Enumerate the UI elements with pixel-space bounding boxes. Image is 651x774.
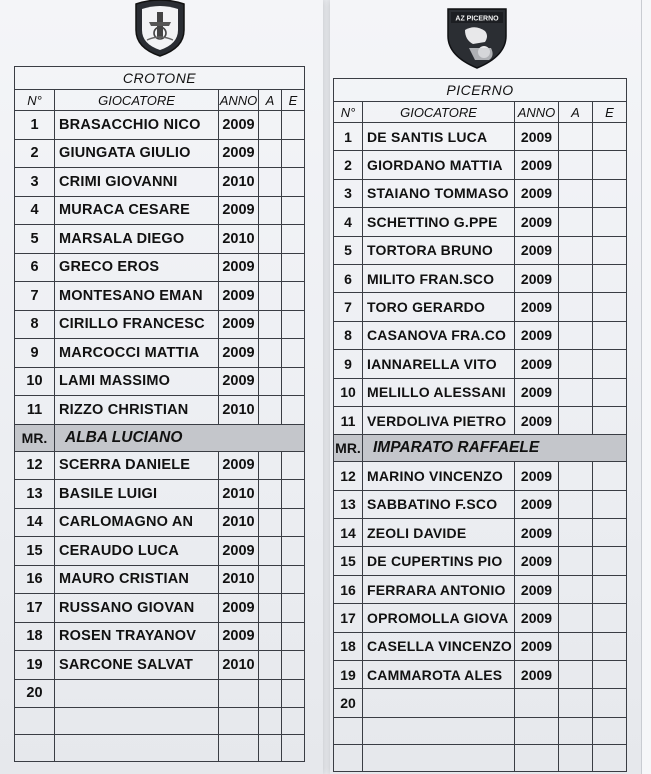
cell-a — [259, 594, 282, 623]
player-name: TORTORA BRUNO — [363, 236, 515, 264]
cell-e — [593, 462, 627, 490]
cell-e — [593, 575, 627, 603]
cell-e — [282, 168, 305, 197]
player-number: 14 — [15, 508, 55, 537]
player-row — [15, 594, 305, 623]
cell-a — [559, 236, 593, 264]
blank-row — [334, 717, 627, 744]
player-name: VERDOLIVA PIETRO — [363, 406, 515, 434]
column-header-row — [15, 90, 305, 111]
player-year: 2009 — [219, 339, 259, 368]
player-year: 2009 — [219, 310, 259, 339]
player-number: 11 — [15, 396, 55, 425]
player-year: 2009 — [515, 519, 559, 547]
player-row — [334, 236, 627, 264]
player-name: MELILLO ALESSANI — [363, 378, 515, 406]
header-year: ANNO — [515, 102, 559, 123]
cell-a — [259, 480, 282, 509]
player-year: 2009 — [515, 321, 559, 349]
player-year: 2009 — [219, 282, 259, 311]
player-year: 2009 — [219, 196, 259, 225]
blank-row — [15, 735, 305, 762]
cell-e — [593, 123, 627, 151]
player-year: 2009 — [515, 264, 559, 292]
player-row — [334, 661, 627, 689]
player-year: 2009 — [219, 537, 259, 566]
player-name: STAIANO TOMMASO — [363, 179, 515, 207]
crotone-crest-logo — [133, 0, 187, 58]
player-row — [15, 339, 305, 368]
player-year: 2009 — [515, 293, 559, 321]
player-name: MONTESANO EMAN — [55, 282, 219, 311]
player-name: SABBATINO F.SCO — [363, 490, 515, 518]
player-year: 2010 — [219, 480, 259, 509]
cell-e — [593, 208, 627, 236]
player-year: 2010 — [219, 225, 259, 254]
player-name: ZEOLI DAVIDE — [363, 519, 515, 547]
cell-e — [593, 321, 627, 349]
cell-e — [282, 225, 305, 254]
player-row — [15, 111, 305, 140]
player-name: CERAUDO LUCA — [55, 537, 219, 566]
cell-e — [282, 480, 305, 509]
cell-e — [593, 661, 627, 689]
player-row — [334, 378, 627, 406]
player-number: 7 — [15, 282, 55, 311]
player-row — [334, 406, 627, 434]
coach-prefix: MR. — [334, 435, 363, 462]
cell-a — [559, 321, 593, 349]
cell-a — [259, 537, 282, 566]
player-year: 2009 — [515, 350, 559, 378]
player-row — [15, 565, 305, 594]
player-name: GIORDANO MATTIA — [363, 151, 515, 179]
header-number: N° — [15, 90, 55, 111]
cell-e — [593, 293, 627, 321]
player-name: MAURO CRISTIAN — [55, 565, 219, 594]
player-name — [363, 689, 515, 717]
coach-prefix: MR. — [15, 424, 55, 451]
cell-a — [259, 196, 282, 225]
player-year: 2009 — [515, 547, 559, 575]
cell-a — [559, 547, 593, 575]
player-name: FERRARA ANTONIO — [363, 575, 515, 603]
player-year — [219, 679, 259, 708]
cell-a — [559, 689, 593, 717]
cell-a — [259, 451, 282, 480]
player-row — [334, 575, 627, 603]
player-name: LAMI MASSIMO — [55, 367, 219, 396]
player-row — [15, 282, 305, 311]
cell-e — [593, 547, 627, 575]
player-number: 20 — [15, 679, 55, 708]
cell-e — [282, 396, 305, 425]
cell-a — [259, 111, 282, 140]
cell-e — [593, 236, 627, 264]
player-row — [334, 490, 627, 518]
cell-a — [259, 282, 282, 311]
player-number: 12 — [15, 451, 55, 480]
player-name: MILITO FRAN.SCO — [363, 264, 515, 292]
player-name — [55, 679, 219, 708]
player-number: 13 — [15, 480, 55, 509]
player-number: 6 — [15, 253, 55, 282]
player-number: 9 — [334, 350, 363, 378]
player-year: 2010 — [219, 508, 259, 537]
player-row — [15, 508, 305, 537]
player-name: GIUNGATA GIULIO — [55, 139, 219, 168]
player-name: CRIMI GIOVANNI — [55, 168, 219, 197]
player-row — [334, 689, 627, 717]
cell-e — [282, 282, 305, 311]
cell-a — [259, 565, 282, 594]
adjacent-sheet-right — [641, 0, 651, 774]
player-year: 2009 — [515, 123, 559, 151]
player-number: 12 — [334, 462, 363, 490]
crotone-lineup-table — [14, 66, 305, 762]
player-number: 3 — [15, 168, 55, 197]
player-row — [334, 264, 627, 292]
picerno-logo-text: AZ PICERNO — [455, 15, 499, 23]
player-year: 2010 — [219, 651, 259, 680]
cell-a — [259, 508, 282, 537]
team-header-row — [334, 79, 627, 102]
header-e: E — [593, 102, 627, 123]
player-number: 11 — [334, 406, 363, 434]
cell-e — [282, 451, 305, 480]
player-name: SCHETTINO G.PPE — [363, 208, 515, 236]
coach-name: ALBA LUCIANO — [55, 424, 305, 451]
player-year: 2009 — [219, 622, 259, 651]
player-number: 3 — [334, 179, 363, 207]
player-number: 6 — [334, 264, 363, 292]
player-year: 2009 — [515, 661, 559, 689]
player-row — [15, 679, 305, 708]
player-row — [15, 480, 305, 509]
cell-e — [593, 519, 627, 547]
player-row — [334, 519, 627, 547]
cell-a — [559, 406, 593, 434]
cell-e — [282, 679, 305, 708]
player-year: 2009 — [515, 151, 559, 179]
player-year: 2009 — [515, 490, 559, 518]
cell-a — [559, 179, 593, 207]
player-number: 20 — [334, 689, 363, 717]
cell-a — [259, 396, 282, 425]
player-number: 15 — [334, 547, 363, 575]
team-name: CROTONE — [15, 67, 305, 90]
player-year: 2009 — [515, 378, 559, 406]
cell-a — [259, 367, 282, 396]
player-year: 2009 — [515, 462, 559, 490]
team-header-row — [15, 67, 305, 90]
player-number: 1 — [15, 111, 55, 140]
player-row — [334, 151, 627, 179]
cell-e — [593, 350, 627, 378]
player-number: 17 — [334, 604, 363, 632]
player-number: 8 — [15, 310, 55, 339]
cell-a — [559, 378, 593, 406]
player-row — [334, 179, 627, 207]
player-name: DE SANTIS LUCA — [363, 123, 515, 151]
header-year: ANNO — [219, 90, 259, 111]
team-name: PICERNO — [334, 79, 627, 102]
player-row — [334, 547, 627, 575]
player-name: CASANOVA FRA.CO — [363, 321, 515, 349]
player-row — [334, 208, 627, 236]
player-number: 7 — [334, 293, 363, 321]
player-year: 2009 — [219, 367, 259, 396]
player-row — [15, 139, 305, 168]
player-name: SCERRA DANIELE — [55, 451, 219, 480]
cell-e — [282, 565, 305, 594]
player-year: 2009 — [515, 406, 559, 434]
player-row — [334, 321, 627, 349]
cell-e — [593, 179, 627, 207]
cell-e — [593, 151, 627, 179]
player-number: 15 — [15, 537, 55, 566]
cell-a — [559, 575, 593, 603]
player-year: 2010 — [219, 168, 259, 197]
cell-a — [559, 264, 593, 292]
cell-a — [559, 519, 593, 547]
cell-e — [282, 310, 305, 339]
player-name: RUSSANO GIOVAN — [55, 594, 219, 623]
cell-a — [559, 462, 593, 490]
blank-row — [334, 744, 627, 771]
player-name: BASILE LUIGI — [55, 480, 219, 509]
player-number: 19 — [334, 661, 363, 689]
cell-e — [282, 196, 305, 225]
player-row — [15, 168, 305, 197]
header-player: GIOCATORE — [55, 90, 219, 111]
cell-e — [282, 367, 305, 396]
player-number: 10 — [15, 367, 55, 396]
player-row — [15, 196, 305, 225]
cell-e — [593, 378, 627, 406]
player-row — [15, 537, 305, 566]
player-year: 2009 — [219, 451, 259, 480]
player-row — [15, 367, 305, 396]
cell-a — [259, 339, 282, 368]
player-row — [334, 462, 627, 490]
player-year: 2009 — [515, 179, 559, 207]
player-number: 13 — [334, 490, 363, 518]
player-year: 2009 — [515, 575, 559, 603]
cell-e — [593, 406, 627, 434]
player-name: MURACA CESARE — [55, 196, 219, 225]
cell-a — [259, 139, 282, 168]
header-a: A — [559, 102, 593, 123]
player-number: 16 — [334, 575, 363, 603]
player-number: 2 — [15, 139, 55, 168]
player-name: CAMMAROTA ALES — [363, 661, 515, 689]
cell-e — [282, 253, 305, 282]
player-year: 2009 — [219, 139, 259, 168]
cell-a — [259, 679, 282, 708]
player-name: DE CUPERTINS PIO — [363, 547, 515, 575]
cell-e — [282, 111, 305, 140]
player-name: MARINO VINCENZO — [363, 462, 515, 490]
player-number: 4 — [334, 208, 363, 236]
player-name: RIZZO CHRISTIAN — [55, 396, 219, 425]
player-year: 2009 — [219, 594, 259, 623]
player-number: 4 — [15, 196, 55, 225]
player-year: 2009 — [515, 604, 559, 632]
player-year: 2010 — [219, 396, 259, 425]
cell-e — [282, 537, 305, 566]
player-row — [334, 350, 627, 378]
cell-e — [282, 594, 305, 623]
player-row — [15, 396, 305, 425]
player-year: 2009 — [219, 253, 259, 282]
cell-a — [559, 123, 593, 151]
cell-e — [282, 339, 305, 368]
player-number: 18 — [15, 622, 55, 651]
player-row — [15, 225, 305, 254]
coach-name: IMPARATO RAFFAELE — [363, 435, 627, 462]
player-number: 19 — [15, 651, 55, 680]
player-number: 10 — [334, 378, 363, 406]
player-year: 2009 — [219, 111, 259, 140]
cell-e — [593, 632, 627, 660]
cell-a — [559, 350, 593, 378]
player-number: 16 — [15, 565, 55, 594]
player-row — [15, 310, 305, 339]
coach-row — [334, 435, 627, 462]
player-row — [15, 253, 305, 282]
header-player: GIOCATORE — [363, 102, 515, 123]
player-name: CARLOMAGNO AN — [55, 508, 219, 537]
player-number: 5 — [334, 236, 363, 264]
player-row — [334, 293, 627, 321]
cell-e — [282, 508, 305, 537]
header-number: N° — [334, 102, 363, 123]
player-row — [334, 632, 627, 660]
player-name: GRECO EROS — [55, 253, 219, 282]
player-year: 2010 — [219, 565, 259, 594]
player-year: 2009 — [515, 632, 559, 660]
player-year: 2009 — [515, 236, 559, 264]
cell-a — [259, 310, 282, 339]
player-name: CASELLA VINCENZO — [363, 632, 515, 660]
player-name: IANNARELLA VITO — [363, 350, 515, 378]
player-name: ROSEN TRAYANOV — [55, 622, 219, 651]
player-number: 8 — [334, 321, 363, 349]
cell-a — [559, 632, 593, 660]
cell-a — [259, 622, 282, 651]
cell-e — [593, 490, 627, 518]
cell-e — [282, 622, 305, 651]
cell-a — [559, 151, 593, 179]
player-row — [334, 604, 627, 632]
blank-row — [15, 708, 305, 735]
cell-a — [259, 651, 282, 680]
player-year: 2009 — [515, 208, 559, 236]
player-number: 1 — [334, 123, 363, 151]
column-header-row — [334, 102, 627, 123]
header-a: A — [259, 90, 282, 111]
cell-a — [559, 661, 593, 689]
cell-e — [282, 651, 305, 680]
cell-e — [593, 264, 627, 292]
cell-a — [259, 168, 282, 197]
player-number: 18 — [334, 632, 363, 660]
cell-e — [593, 604, 627, 632]
player-name: MARCOCCI MATTIA — [55, 339, 219, 368]
player-name: CIRILLO FRANCESC — [55, 310, 219, 339]
player-row — [15, 451, 305, 480]
player-name: TORO GERARDO — [363, 293, 515, 321]
header-e: E — [282, 90, 305, 111]
cell-a — [259, 253, 282, 282]
player-year — [515, 689, 559, 717]
player-number: 14 — [334, 519, 363, 547]
picerno-lineup-table — [333, 78, 627, 772]
cell-a — [259, 225, 282, 254]
player-row — [15, 622, 305, 651]
player-number: 2 — [334, 151, 363, 179]
player-number: 17 — [15, 594, 55, 623]
player-name: MARSALA DIEGO — [55, 225, 219, 254]
picerno-crest-logo — [445, 6, 509, 70]
cell-e — [593, 689, 627, 717]
cell-e — [282, 139, 305, 168]
player-row — [334, 123, 627, 151]
player-name: SARCONE SALVAT — [55, 651, 219, 680]
cell-a — [559, 293, 593, 321]
player-name: BRASACCHIO NICO — [55, 111, 219, 140]
player-row — [15, 651, 305, 680]
cell-a — [559, 490, 593, 518]
player-name: OPROMOLLA GIOVA — [363, 604, 515, 632]
cell-a — [559, 208, 593, 236]
cell-a — [559, 604, 593, 632]
player-number: 5 — [15, 225, 55, 254]
coach-row — [15, 424, 305, 451]
player-number: 9 — [15, 339, 55, 368]
